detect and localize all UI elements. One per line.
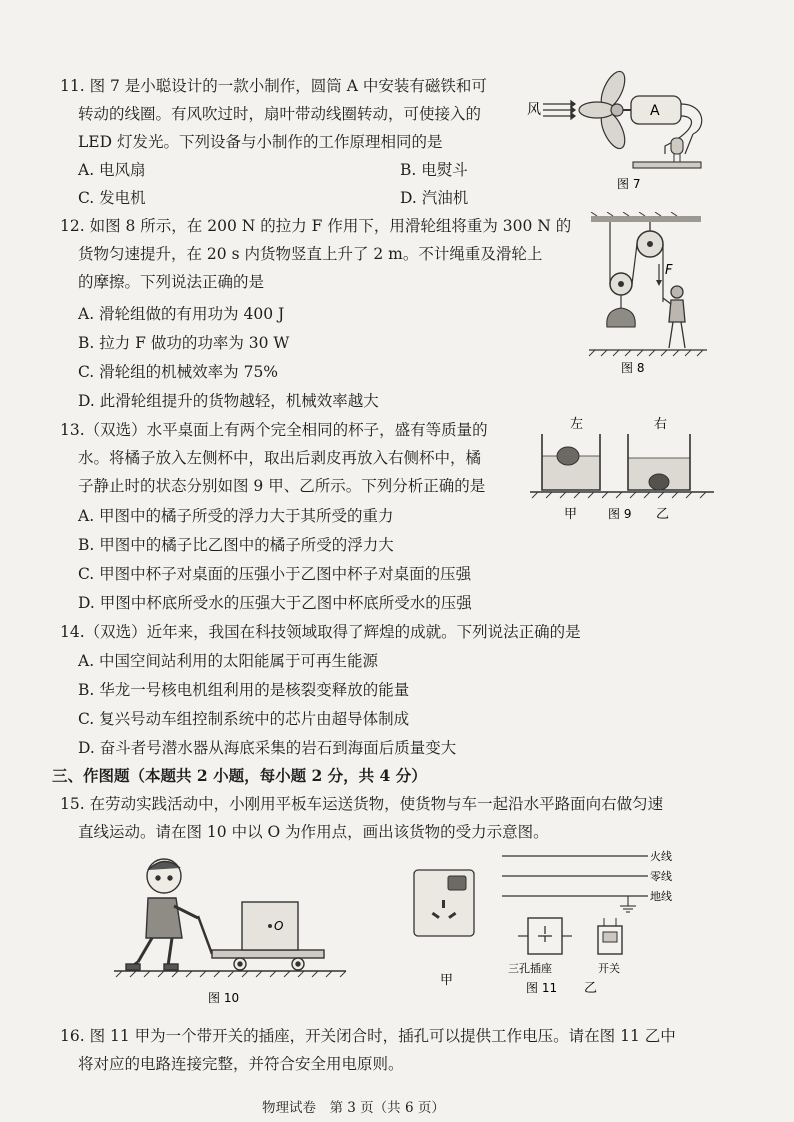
q13-option-c: C. 甲图中杯子对桌面的压强小于乙图中杯子对桌面的压强	[78, 565, 472, 583]
cargo-bag	[607, 308, 635, 327]
right-cup-label: 右	[654, 417, 668, 432]
figure-7-caption: 图 7	[617, 177, 641, 191]
switch-icon	[448, 876, 466, 890]
figure-11-jia-socket-panel	[410, 866, 480, 990]
point-o	[268, 924, 272, 928]
figure-10-cart	[112, 850, 352, 1015]
cylinder-a-label: A	[650, 103, 660, 119]
figure-7-wind-generator	[525, 68, 715, 198]
q11-stem-line-2: 转动的线圈。有风吹过时，扇叶带动线圈转动，可使接入的	[78, 105, 482, 123]
cup-yi-label: 乙	[656, 507, 670, 522]
q14-option-d: D. 奋斗者号潜水器从海底采集的岩石到海面后质量变大	[78, 739, 457, 757]
q11-option-c: C. 发电机	[78, 189, 146, 207]
q12-stem-line-2: 货物匀速提升，在 20 s 内货物竖直上升了 2 m。不计绳重及滑轮上	[78, 245, 543, 263]
q13-stem-line-2: 水。将橘子放入左侧杯中，取出后剥皮再放入右侧杯中，橘	[78, 449, 482, 467]
switch-symbol-icon	[598, 918, 622, 954]
q14-option-c: C. 复兴号动车组控制系统中的芯片由超导体制成	[78, 710, 410, 728]
socket-label: 三孔插座	[508, 962, 552, 975]
person-pulling-icon	[663, 286, 685, 348]
cup-jia-label: 甲	[564, 507, 578, 522]
figure-11-jia-label: 甲	[440, 973, 454, 988]
q12-stem-line-3: 的摩擦。下列说法正确的是	[78, 273, 265, 291]
q14-option-b: B. 华龙一号核电机组利用的是核裂变释放的能量	[78, 681, 410, 699]
q15-stem-line-2: 直线运动。请在图 10 中以 O 为作用点，画出该货物的受力示意图。	[78, 823, 549, 841]
figure-10-caption: 图 10	[208, 991, 240, 1005]
figure-11-yi-label: 乙	[584, 981, 598, 996]
q12-option-c: C. 滑轮组的机械效率为 75%	[78, 363, 279, 381]
boy-pushing-icon	[126, 859, 198, 970]
q11-stem-line-1: 11. 图 7 是小聪设计的一款小制作，圆筒 A 中安装有磁铁和可	[60, 77, 487, 95]
orange-sunk-icon	[649, 474, 669, 490]
wind-label: 风	[527, 102, 541, 118]
left-cup-label: 左	[570, 417, 584, 432]
q14-stem-line-1: 14.（双选）近年来，我国在科技领域取得了辉煌的成就。下列说法正确的是	[60, 623, 581, 641]
figure-11-caption: 图 11	[526, 981, 558, 995]
q15-stem-line-1: 15. 在劳动实践活动中，小刚用平板车运送货物，使货物与车一起沿水平路面向右做匀速	[60, 795, 664, 813]
orange-floating-icon	[557, 447, 579, 465]
q13-option-d: D. 甲图中杯底所受水的压强大于乙图中杯底所受水的压强	[78, 594, 472, 612]
figure-9-two-cups	[528, 414, 718, 538]
socket-symbol-icon	[528, 918, 562, 954]
q13-option-a: A. 甲图中的橘子所受的浮力大于其所受的重力	[78, 507, 394, 525]
figure-8-caption: 图 8	[621, 361, 645, 375]
base-board	[633, 162, 701, 168]
q13-stem-line-1: 13.（双选）水平桌面上有两个完全相同的杯子，盛有等质量的	[60, 421, 488, 439]
q11-option-d: D. 汽油机	[400, 189, 469, 207]
q11-stem-line-3: LED 灯发光。下列设备与小制作的工作原理相同的是	[78, 133, 443, 151]
q12-option-d: D. 此滑轮组提升的货物越轻，机械效率越大	[78, 392, 379, 410]
ceiling	[591, 216, 701, 222]
q11-option-a: A. 电风扇	[78, 161, 146, 179]
led-lamp-icon	[671, 138, 683, 162]
q13-stem-line-3: 子静止时的状态分别如图 9 甲、乙所示。下列分析正确的是	[78, 477, 486, 495]
q12-option-b: B. 拉力 F 做功的功率为 30 W	[78, 334, 290, 352]
q16-stem-line-1: 16. 图 11 甲为一个带开关的插座，开关闭合时，插孔可以提供工作电压。请在图 11 乙中	[60, 1027, 676, 1045]
page-footer: 物理试卷 第 3 页（共 6 页）	[262, 1100, 445, 1116]
q12-stem-line-1: 12. 如图 8 所示，在 200 N 的拉力 F 作用下，用滑轮组将重为 300 N 的	[60, 217, 572, 235]
ground-wire-label: 地线	[650, 890, 672, 903]
figure-11-yi-circuit	[488, 846, 688, 996]
force-f-label: F	[665, 263, 673, 278]
left-cup	[542, 434, 600, 490]
neutral-wire-label: 零线	[650, 870, 672, 883]
q11-option-b: B. 电熨斗	[400, 161, 468, 179]
figure-8-pulley-system	[585, 212, 715, 377]
q12-option-a: A. 滑轮组做的有用功为 400 J	[78, 305, 285, 323]
fan-blades-icon	[579, 68, 630, 152]
figure-9-caption: 图 9	[608, 507, 632, 521]
switch-label: 开关	[598, 962, 620, 975]
q13-option-b: B. 甲图中的橘子比乙图中的橘子所受的浮力大	[78, 536, 394, 554]
q14-option-a: A. 中国空间站利用的太阳能属于可再生能源	[78, 652, 379, 670]
section-3-heading: 三、作图题（本题共 2 小题，每小题 2 分，共 4 分）	[52, 766, 427, 785]
right-cup	[628, 434, 690, 490]
live-wire-label: 火线	[650, 850, 672, 863]
q16-stem-line-2: 将对应的电路连接完整，并符合安全用电原则。	[78, 1055, 404, 1073]
point-o-label: O	[274, 919, 284, 933]
